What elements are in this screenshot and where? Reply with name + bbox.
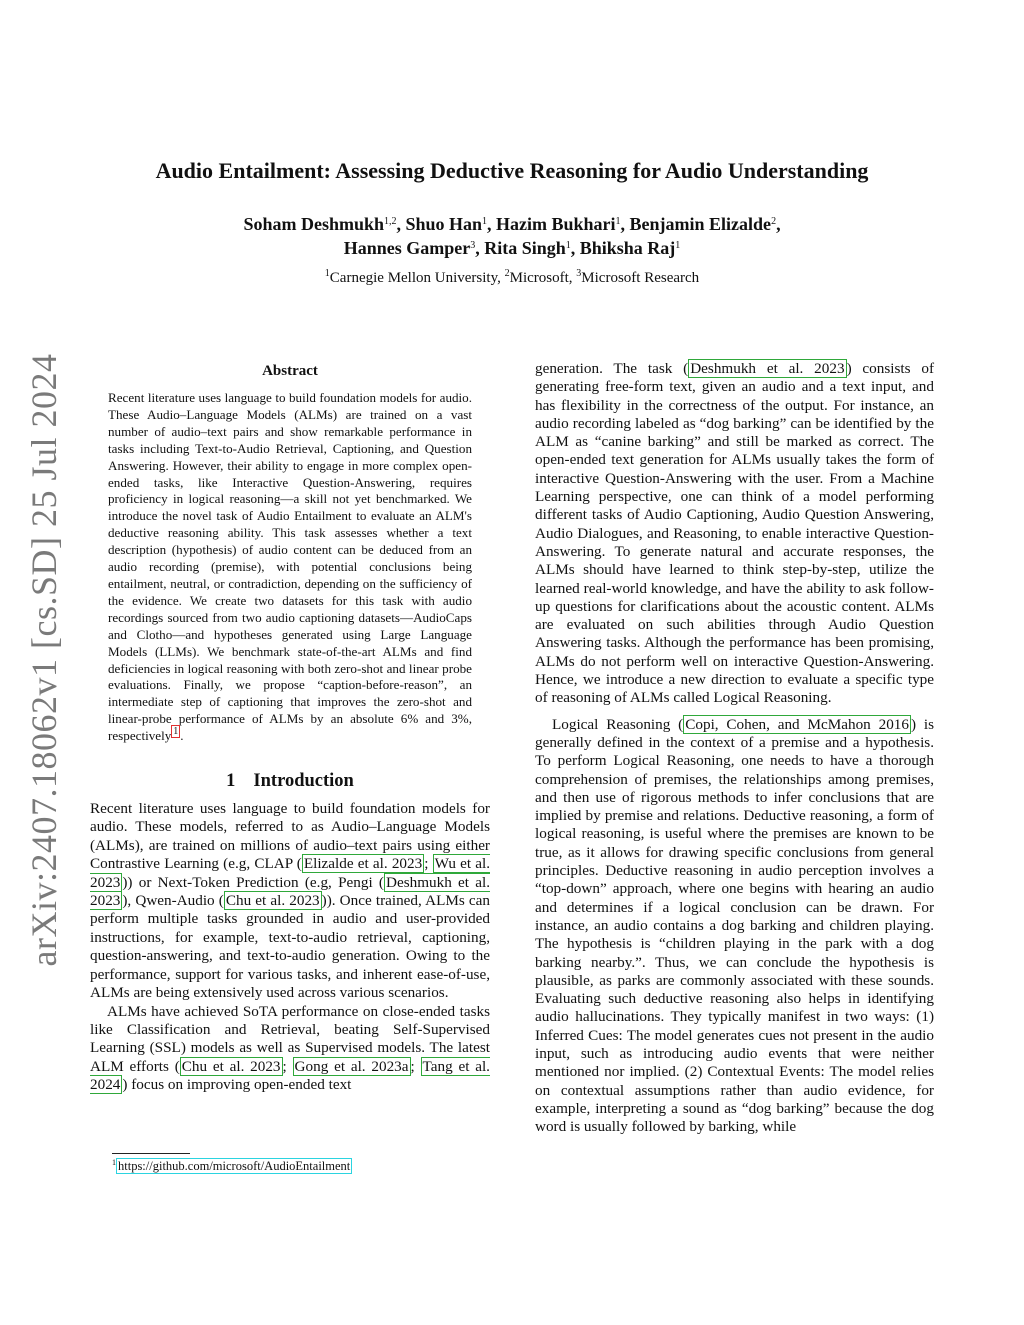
text-run: )). Once trained, ALMs can perform multiple tasks grounded in audio and user-provided instructions, for example, text-to-audio retrieval, captioning, question-answering, and text-to-audio generation. Owing to the performance, support for various tasks, and inherent ease-of-use, ALMs are being extensively used across various scenarios. — [90, 892, 490, 1002]
text-run: ALMs have achieved SoTA performance on close-ended tasks like Classification and Retrieval, beating Self-Supervised Learning (SSL) models as well as Supervised models. The latest ALM efforts ( — [90, 1002, 490, 1075]
citation-link[interactable]: Deshmukh et al. 2023 — [90, 873, 490, 910]
author-name: Bhiksha Raj — [579, 238, 676, 258]
author-affil-mark: 1 — [615, 216, 621, 227]
abstract-body — [108, 390, 472, 745]
citation-link[interactable]: Tang et al. 2024 — [90, 1057, 490, 1094]
affil-mark: 3 — [576, 268, 582, 279]
citation-link[interactable]: Chu et al. 2023 — [181, 1057, 281, 1075]
citation-link[interactable]: Chu et al. 2023 — [225, 892, 320, 910]
author-affil-mark: 1 — [565, 240, 571, 251]
abstract-text: Recent literature uses language to build foundation models for audio. These Audio–Language Models (ALMs) are trained on a vast number of audio–text pairs and show remarkable performance in tasks including Text-to-Audio Retrieval, Captioning, and Question Answering. However, their ability to engage in more complex open-ended tasks, like Interactive Question-Answering, requires proficiency in logical reasoning—a skill not yet benchmarked. We introduce the novel task of Audio Entailment to evaluate an ALM's deductive reasoning ability. This task assesses whether a text description (hypothesis) of audio content can be deduced from an audio recording (premise), with potential conclusions being entailment, neutral, or contradiction, depending on the sufficiency of the evidence. We create two datasets for this task with audio recordings sourced from two audio captioning datasets—AudioCaps and Clotho—and hypotheses generated using Large Language Models (LLMs). We benchmark state-of-the-art ALMs and find deficiencies in logical reasoning with both zero-shot and linear probe evaluations. Finally, we propose “caption-before-reason”, an intermediate step of captioning that improves the zero-shot and linear-probe performance of ALMs by an absolute 6% and 3%, respectively — [108, 390, 472, 744]
section-heading — [90, 771, 490, 792]
affil-name: Carnegie Mellon University — [329, 270, 498, 286]
affil-name: Microsoft Research — [581, 270, 700, 286]
citation-link[interactable]: Wu et al. 2023 — [90, 855, 490, 891]
section-title: Introduction — [253, 771, 354, 792]
text-run: generation. The task ( — [535, 360, 689, 377]
author-line-1: Soham Deshmukh$^{1,2}$, Shuo Han$^1$, Hazim Bukhari$^1$, Benjamin Elizalde$^2$, — [243, 214, 781, 234]
paper-title: Audio Entailment: Assessing Deductive Reasoning for Audio Understanding — [155, 158, 869, 183]
text-run: ) is generally defined in the context of a premise and a hypothesis. To perform Logical Reasoning, one needs to have a thorough comprehension of premises, the relationships among premises, and then use of rigorous methods to infer conclusions that are implied by premise and relations. Deductive reasoning, a form of logical reasoning, is useful where the premises are known to be true, as it allows for drawing specific conclusions from general principles. Deductive reasoning in audio perception involves a “top-down” approach, where one begins with hearing an audio and determines if a logical conclusion can be drawn. For instance, an audio contains a dog barking and children playing. The hypothesis is “children playing in the park with a dog barking nearby.”. Thus, we can conclude the hypothesis is plausible, as parks are commonly associated with these sounds. Evaluating such deductive reasoning also helps in identifying audio hallucinations. They typically manifest in two ways: (1) Inferred Cues: The model generates cues not present in the audio input, such as introducing audio events that were neither mentioned nor implied. (2) Contextual Events: The model relies on contextual assumptions rather than audio evidence, for example, interpreting a sound as “dog barking” because the dog word is usually followed by barking, while — [535, 715, 935, 1136]
left-column — [90, 360, 490, 1095]
author-affil-mark: 3 — [470, 240, 476, 251]
text-run: ; — [282, 1057, 293, 1075]
citation-link[interactable]: Elizalde et al. 2023 — [303, 855, 423, 873]
intro-paragraph-1 — [90, 800, 490, 1002]
author-affil-mark: 2 — [771, 216, 777, 227]
affil-name: Microsoft — [509, 270, 569, 286]
footnote-link[interactable]: 1 — [173, 726, 179, 738]
text-run: ) focus on improving open-ended text — [122, 1076, 352, 1094]
text-run: ) consists of generating free-form text, given an audio and a text input, and has flexibility in the correctness of the output. For instance, an audio recording labeled as “dog barking” can be identified by the ALM as “canine barking” and still be marked as correct. The open-ended text generation for ALMs usually takes the form of interactive Question-Answering with the user. From a Machine Learning perspective, one can think of a model performing different tasks of Audio Captioning, Audio Question Answering, Audio Dialogues, and Reasoning, to enable interactive Question-Answering. To generate natural and accurate responses, the ALMs should have learned to think step-by-step, utilize the learned real-world knowledge, and have the ability to ask follow-up questions for clarifications about the acoustic content. ALMs are evaluated on such abilities through Audio Question Answering tasks. Although the performance has been promising, ALMs do not perform well on interactive Question-Answering. Hence, we introduce a new direction to evaluate a specific type of reasoning of ALMs called Logical Reasoning. — [535, 360, 934, 707]
author-name: Benjamin Elizalde — [629, 214, 772, 234]
affil-mark: 1 — [324, 268, 330, 279]
footnote-mark: 1 — [112, 1158, 116, 1167]
footnote-url-link[interactable]: https://github.com/microsoft/AudioEntailment — [118, 1159, 351, 1173]
right-column — [535, 360, 934, 1136]
author-line-2: Hannes Gamper$^3$, Rita Singh$^1$, Bhiksha Raj$^1$ — [343, 238, 681, 258]
footnote — [112, 1159, 352, 1174]
citation-link[interactable]: Gong et al. 2023a — [294, 1057, 409, 1075]
text-run: )) or Next-Token Prediction (e.g, Pengi ( — [122, 873, 384, 891]
author-name: Hannes Gamper — [343, 238, 471, 258]
abstract-heading: Abstract — [262, 363, 318, 379]
author-list — [0, 212, 1024, 260]
section-number: 1 — [226, 771, 236, 792]
citation-link[interactable]: Copi, Cohen, and McMahon 2016 — [685, 715, 909, 733]
text-run: Recent literature uses language to build foundation models for audio. These models, referred to as Audio–Language Models (ALMs), are trained on millions of audio–text pairs using either Contrastive Learning (e.g, CLAP ( — [90, 800, 490, 873]
author-affil-mark: 1 — [675, 240, 681, 251]
author-name: Shuo Han — [405, 214, 483, 234]
author-name: Soham Deshmukh — [243, 214, 384, 234]
author-affil-mark: 1 — [482, 216, 488, 227]
text-run: ; — [410, 1057, 421, 1075]
abstract-end: . — [180, 728, 184, 744]
text-run: ), Qwen-Audio ( — [122, 892, 224, 910]
citation-link[interactable]: Deshmukh et al. 2023 — [690, 360, 845, 377]
text-run: Logical Reasoning ( — [552, 715, 684, 733]
author-name: Rita Singh — [484, 238, 566, 258]
affil-mark: 2 — [504, 268, 510, 279]
author-name: Hazim Bukhari — [496, 214, 616, 234]
intro-paragraph-3 — [535, 360, 934, 708]
intro-paragraph-4 — [535, 716, 934, 1137]
affiliations: $^1$Carnegie Mellon University, $^2$Microsoft, $^3$Microsoft Research — [324, 268, 700, 286]
author-affil-mark: 1,2 — [383, 216, 397, 227]
intro-paragraph-2 — [90, 1003, 490, 1095]
footnote-divider — [112, 1153, 190, 1154]
arxiv-identifier: arXiv:2407.18062v1 [cs.SD] 25 Jul 2024 — [24, 353, 64, 967]
text-run: ; — [424, 855, 433, 873]
